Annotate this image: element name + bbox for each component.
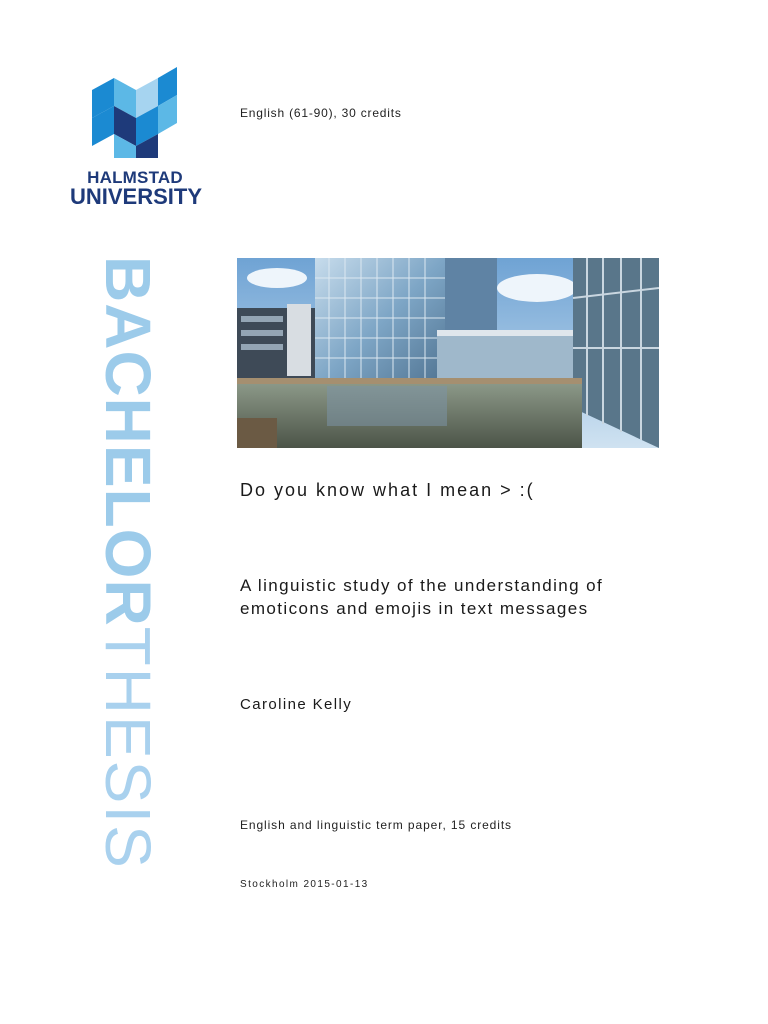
logo-mark-icon [70,58,200,168]
thesis-title: Do you know what I mean > :( [240,480,535,500]
spine-text [92,256,164,870]
building-photo-icon [237,258,659,448]
program-credits: English (61-90), 30 credits [240,106,402,120]
university-logo [70,58,203,209]
spine-light-word: THESIS [92,626,164,870]
logo-text-halmstad: HALMSTAD [87,168,183,187]
author-name: Caroline Kelly [240,696,353,713]
spine-bold-word: BACHELOR [92,256,164,627]
logo-text-university: UNIVERSITY [70,184,203,209]
building-photo [237,258,659,448]
thesis-subtitle: A linguistic study of the understanding of emoticons and emojis in text messages [240,576,604,618]
place-date: Stockholm 2015-01-13 [240,879,369,890]
course-info: English and linguistic term paper, 15 credits [240,818,512,832]
bachelor-thesis-spine [92,256,170,886]
